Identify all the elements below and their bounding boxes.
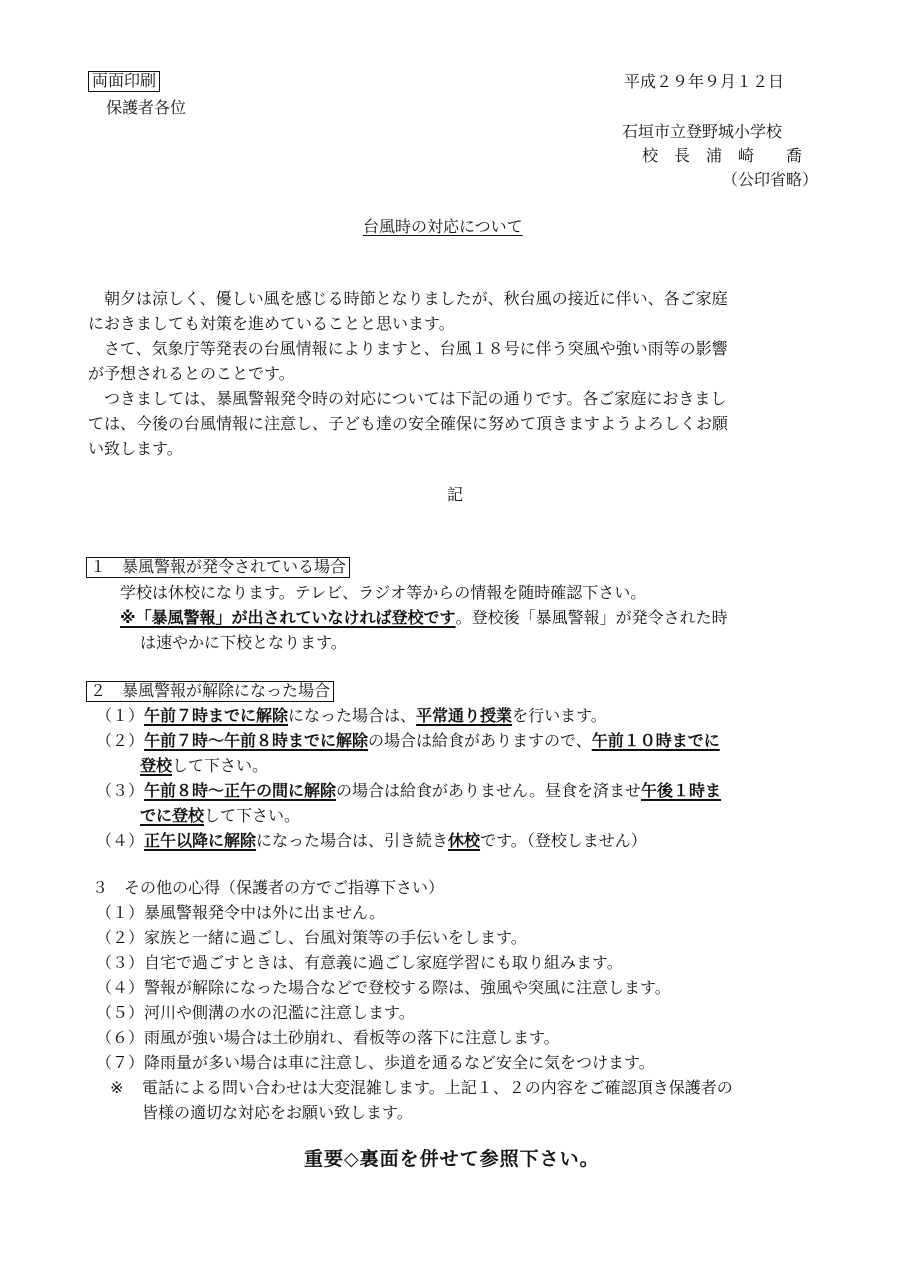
item-number: （４）: [96, 831, 145, 850]
date: 平成２９年９月１２日: [624, 72, 785, 91]
item-emphasis: 午後１時ま: [641, 781, 722, 800]
print-label: 両面印刷: [88, 71, 160, 92]
section3-item: （６）雨風が強い場合は土砂崩れ、看板等の落下に注意します。: [96, 1028, 560, 1047]
school-name: 石垣市立登野城小学校: [622, 122, 783, 141]
item-number: （３）: [96, 781, 145, 800]
item-text: して下さい。: [172, 756, 269, 775]
section3-item: （７）降雨量が多い場合は車に注意し、歩道を通るなど安全に気をつけます。: [96, 1053, 655, 1072]
section2-item-2: [96, 733, 720, 749]
seal-note: （公印省略）: [722, 170, 819, 189]
section3-item: （５）河川や側溝の水の氾濫に注意します。: [96, 1003, 415, 1022]
intro-line: さて、気象庁等発表の台風情報によりますと、台風１８号に伴う突風や強い雨等の影響: [88, 339, 728, 358]
section2-item-3: [96, 783, 721, 799]
section3-note-line2: 皆様の適切な対応をお願い致します。: [142, 1103, 413, 1122]
intro-line: におきましても対策を進めていることと思います。: [88, 314, 455, 333]
section1-line: 学校は休校になります。テレビ、ラジオ等からの情報を随時確認下さい。: [120, 583, 647, 602]
principal-name: 校 長 浦 崎 喬: [642, 146, 803, 165]
document-title: 台風時の対応について: [363, 217, 523, 236]
intro-line: ては、今後の台風情報に注意し、子ども達の安全確保に努めて頂きますようよろしくお願: [88, 414, 729, 433]
section1-note: [120, 610, 728, 626]
recipient: 保護者各位: [106, 98, 187, 117]
intro-line: が予想されるとのことです。: [88, 364, 295, 383]
item-text: して下さい。: [204, 806, 301, 825]
item-text: の場合は給食がありません。昼食を済ませ: [336, 781, 641, 800]
section3-item: （１）暴風警報発令中は外に出ません。: [96, 903, 385, 922]
intro-line: い致します。: [88, 439, 183, 458]
item-text: の場合は給食がありますので、: [368, 731, 592, 750]
section2-heading: ２ 暴風警報が解除になった場合: [86, 681, 334, 702]
item-number: （１）: [96, 706, 145, 725]
item-text: です。（登校しません）: [480, 831, 647, 850]
ki-mark: 記: [447, 485, 464, 504]
item-emphasis: でに登校: [140, 806, 205, 825]
section2-item-2-line2: [140, 758, 268, 774]
item-emphasis: 休校: [448, 831, 481, 850]
item-number: （２）: [96, 731, 145, 750]
item-text: になった場合は、引き続き: [256, 831, 449, 850]
intro-line: 朝夕は涼しく、優しい風を感じる時節となりましたが、秋台風の接近に伴い、各ご家庭: [88, 289, 728, 308]
section3-note-line1: 電話による問い合わせは大変混雑します。上記１、２の内容をご確認頂き保護者の: [142, 1078, 733, 1097]
section1-heading: １ 暴風警報が発令されている場合: [86, 557, 350, 578]
item-emphasis: 午前８時～正午の間に解除: [144, 781, 337, 800]
section3-item: （３）自宅で過ごすときは、有意義に過ごし家庭学習にも取り組みます。: [96, 953, 623, 972]
item-emphasis: 午前１０時までに: [591, 731, 720, 750]
section1-note-bold: ※「暴風警報」が出されていなければ登校です: [120, 608, 456, 627]
item-text: を行います。: [512, 706, 607, 725]
item-emphasis: 午前７時～午前８時までに解除: [144, 731, 369, 750]
section2-item-3-line2: [140, 808, 300, 824]
section1-note-line2: は速やかに下校となります。: [140, 633, 347, 652]
section3-note-mark: ※: [110, 1078, 124, 1097]
item-emphasis: 平常通り授業: [416, 706, 513, 725]
item-emphasis: 午前７時までに解除: [144, 706, 289, 725]
closing-notice: 重要◇裏面を併せて参照下さい。: [304, 1148, 600, 1170]
section2-item-4: [96, 833, 647, 849]
section3-heading: ３ その他の心得（保護者の方でご指導下さい）: [92, 878, 445, 897]
section2-item-1: [96, 708, 607, 724]
section3-item: （４）警報が解除になった場合などで登校する際は、強風や突風に注意します。: [96, 978, 671, 997]
item-emphasis: 正午以降に解除: [144, 831, 257, 850]
section1-note-rest: 。登校後「暴風警報」が発令された時: [455, 608, 728, 627]
intro-line: つきましては、暴風警報発令時の対応については下記の通りです。各ご家庭におきまし: [88, 389, 727, 408]
section3-item: （２）家族と一緒に過ごし、台風対策等の手伝いをします。: [96, 928, 527, 947]
item-text: になった場合は、: [288, 706, 417, 725]
item-emphasis: 登校: [140, 756, 173, 775]
